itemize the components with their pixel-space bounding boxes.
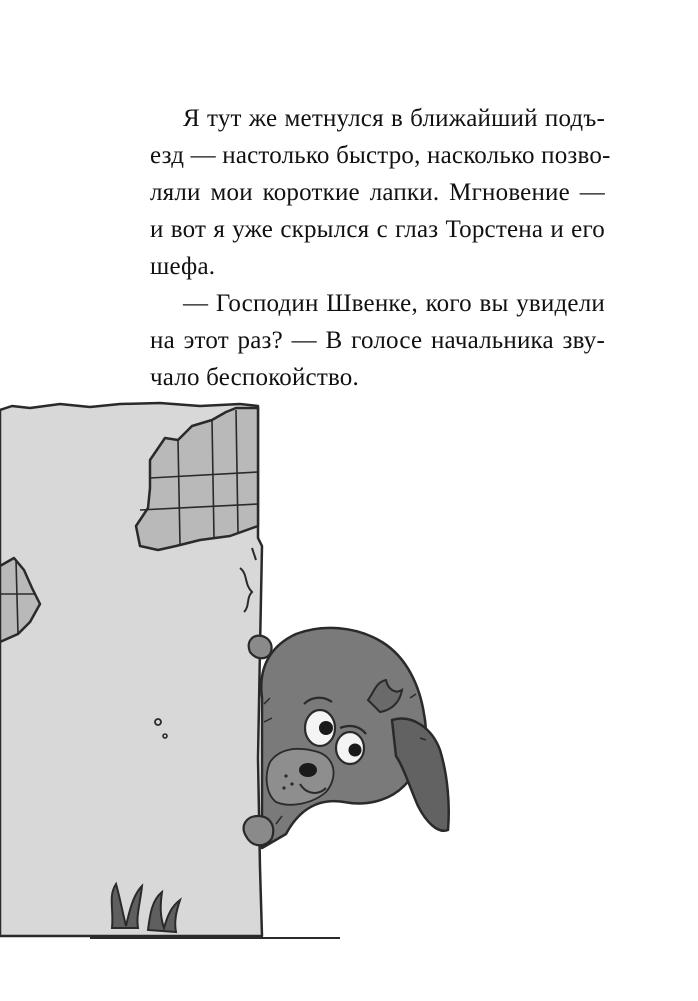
text-line: — Господин Швенке, кого вы увидели [183, 290, 605, 317]
story-text [150, 100, 611, 396]
illustration-svg [0, 398, 698, 958]
text-line: на этот раз? — В голосе начальника зву- [150, 327, 605, 354]
text-line: шефа. [150, 253, 216, 280]
illustration [0, 398, 698, 958]
text-line: ляли мои короткие лапки. Мгновение — [150, 179, 605, 206]
puppy-icon [244, 628, 449, 848]
text-line: езд — настолько быстро, насколько позво- [150, 142, 611, 169]
text-line: чало беспокойство. [150, 364, 359, 391]
wall-icon [0, 403, 262, 936]
text-line: и вот я уже скрылся с глаз Торстена и его [150, 216, 605, 243]
text-line: Я тут же метнулся в ближайший подъ- [183, 105, 605, 132]
